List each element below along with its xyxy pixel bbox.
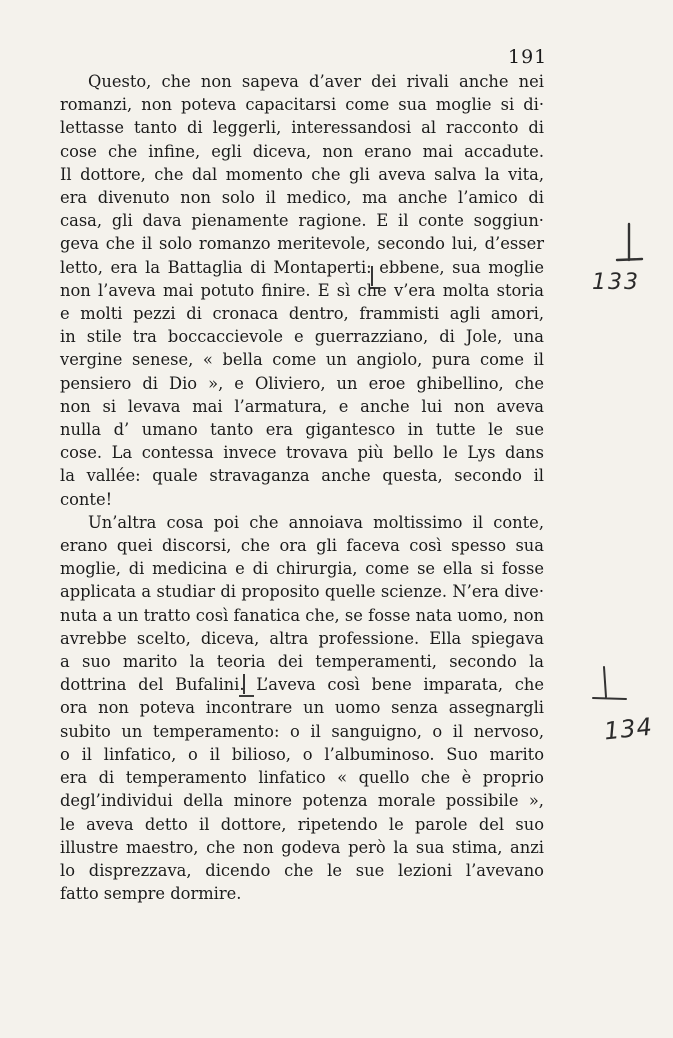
- text-line: non l’aveva mai potuto finire. E sì che v’era molta storia: [60, 280, 544, 300]
- text-line: fatto sempre dormire.: [60, 884, 242, 904]
- pencil-mark-2: [590, 665, 630, 705]
- text-line: le aveva detto il dottore, ripetendo le parole del suo: [60, 814, 544, 834]
- text-line: o il linfatico, o il bilioso, o l’albuminoso. Suo marito: [60, 744, 544, 764]
- text-line: lettasse tanto di leggerli, interessandosi al racconto di: [60, 118, 544, 138]
- text-line: degl’individui della minore potenza morale possibile »,: [60, 791, 544, 811]
- text-line: subito un temperamento: o il sanguigno, o il nervoso,: [60, 721, 544, 741]
- margin-note-2: 134: [602, 712, 655, 746]
- text-line: cose. La contessa invece trovava più bello le Lys dans: [60, 443, 544, 463]
- text-line: romanzi, non poteva capacitarsi come sua moglie si di·: [60, 95, 544, 115]
- text-line: ora non poteva incontrare un uomo senza assegnargli: [60, 698, 544, 718]
- text-line: moglie, di medicina e di chirurgia, come se ella si fosse: [60, 559, 544, 579]
- text-line: Il dottore, che dal momento che gli aveva salva la vita,: [60, 164, 544, 184]
- paragraph-1: [60, 70, 544, 511]
- text-line: nuta a un tratto così fanatica che, se fosse nata uomo, non: [60, 605, 544, 625]
- text-line: avrebbe scelto, diceva, altra professione. Ella spiegava: [60, 628, 544, 648]
- text-line: e molti pezzi di cronaca dentro, frammisti agli amori,: [60, 304, 544, 324]
- text-line: Questo, che non sapeva d’aver dei rivali anche nei: [88, 72, 544, 91]
- body-text: [60, 70, 544, 905]
- insertion-mark-1: [368, 264, 388, 294]
- text-line: casa, gli dava pienamente ragione. E il conte soggiun·: [60, 211, 544, 231]
- text-line: erano quei discorsi, che ora gli faceva così spesso sua: [60, 536, 544, 556]
- paragraph-2: [60, 511, 544, 905]
- insertion-mark-2: [238, 672, 258, 702]
- text-line: era divenuto non solo il medico, ma anche l’amico di: [60, 188, 544, 208]
- margin-note-1: 133: [592, 270, 640, 295]
- text-line: applicata a studiar di proposito quelle scienze. N’era dive·: [60, 582, 544, 602]
- text-line: era di temperamento linfatico « quello che è proprio: [60, 768, 544, 788]
- text-line: vergine senese, « bella come un angiolo, pura come il: [60, 350, 544, 370]
- text-line: a suo marito la teoria dei temperamenti, secondo la: [60, 652, 544, 672]
- text-line: conte!: [60, 489, 113, 509]
- text-line: in stile tra boccaccievole e guerrazziano, di Jole, una: [60, 327, 544, 347]
- text-line: illustre maestro, che non godeva però la sua stima, anzi: [60, 837, 544, 857]
- text-line: la vallée: quale stravaganza anche questa, secondo il: [60, 466, 544, 486]
- page-number: 191: [508, 46, 548, 68]
- text-line: lo disprezzava, dicendo che le sue lezioni l’avevano: [60, 860, 544, 880]
- pencil-mark-1: [614, 222, 644, 264]
- text-line: cose che infine, egli diceva, non erano mai accadute.: [60, 141, 544, 161]
- text-line: letto, era la Battaglia di Montaperti: ebbene, sua moglie: [60, 257, 544, 277]
- text-line: nulla d’ umano tanto era gigantesco in tutte le sue: [60, 420, 544, 440]
- text-line: non si levava mai l’armatura, e anche lui non aveva: [60, 396, 544, 416]
- text-line: Un’altra cosa poi che annoiava moltissimo il conte,: [88, 512, 544, 532]
- text-line: dottrina del Bufalini. L’aveva così bene imparata, che: [60, 675, 544, 695]
- text-line: geva che il solo romanzo meritevole, secondo lui, d’esser: [60, 234, 544, 254]
- text-line: pensiero di Dio », e Oliviero, un eroe ghibellino, che: [60, 373, 544, 393]
